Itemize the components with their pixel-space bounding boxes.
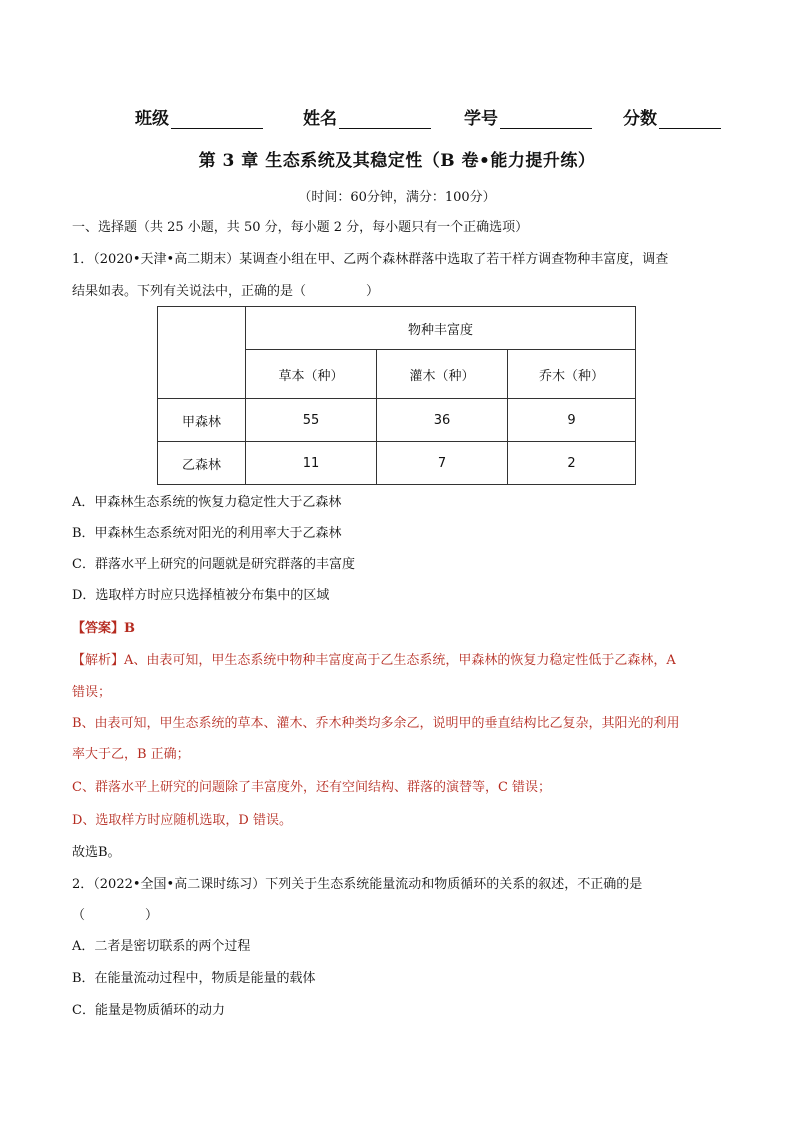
- table-row: [158, 399, 636, 442]
- q2-stem-close: ）: [145, 908, 159, 923]
- score-label: 分数: [623, 109, 657, 129]
- table-cell: 55: [246, 399, 377, 442]
- class-label: 班级: [135, 109, 169, 129]
- table-cell: 36: [377, 399, 508, 442]
- name-label: 姓名: [303, 109, 337, 129]
- q1-analysis-line-3: B、由表可知，甲生态系统的草本、灌木、乔木种类均多余乙，说明甲的垂直结构比乙复杂，其阳光的利用: [72, 716, 680, 731]
- student-id-field: [464, 104, 592, 129]
- q1-analysis-line-1: 【解析】A、由表可知，甲生态系统中物种丰富度高于乙生态系统，甲森林的恢复力稳定性低于乙森林，A: [72, 653, 676, 668]
- q1-stem-close: ）: [366, 284, 380, 299]
- student-info-header: [0, 104, 794, 130]
- table-cell: 9: [508, 399, 636, 442]
- row-label-forest-a: 甲森林: [158, 399, 246, 442]
- page-title: 第 3 章 生态系统及其稳定性（B 卷•能力提升练）: [198, 151, 596, 171]
- score-blank[interactable]: [659, 110, 721, 129]
- class-field: [135, 104, 263, 129]
- q1-analysis-line-4: 率大于乙，B 正确；: [72, 747, 190, 762]
- q1-option-a: A．甲森林生态系统的恢复力稳定性大于乙森林: [72, 495, 342, 510]
- name-blank[interactable]: [339, 110, 431, 129]
- q1-analysis-line-5: C、群落水平上研究的问题除了丰富度外，还有空间结构、群落的演替等，C 错误；: [72, 780, 552, 795]
- class-blank[interactable]: [171, 110, 263, 129]
- q2-option-c: C．能量是物质循环的动力: [72, 1003, 225, 1018]
- q1-conclusion: 故选B。: [72, 845, 121, 860]
- q1-analysis-line-6: D、选取样方时应随机选取，D 错误。: [72, 813, 292, 828]
- column-header-shrubs: 灌木（种）: [377, 350, 508, 399]
- table-row: [158, 442, 636, 485]
- q2-stem-open: （: [72, 908, 86, 923]
- table-group-header: 物种丰富度: [246, 307, 636, 350]
- q1-analysis-line-2: 错误；: [72, 685, 112, 700]
- table-cell: 7: [377, 442, 508, 485]
- q2-option-b: B．在能量流动过程中，物质是能量的载体: [72, 971, 316, 986]
- table-cell: 11: [246, 442, 377, 485]
- row-label-forest-b: 乙森林: [158, 442, 246, 485]
- q1-option-d: D．选取样方时应只选择植被分布集中的区域: [72, 588, 330, 603]
- name-field: [303, 104, 431, 129]
- table-corner-cell: [158, 307, 246, 399]
- section-heading: 一、选择题（共 25 小题，共 50 分，每小题 2 分，每小题只有一个正确选项）: [72, 220, 529, 235]
- score-field: [623, 104, 721, 129]
- student-id-label: 学号: [464, 109, 498, 129]
- student-id-blank[interactable]: [500, 110, 592, 129]
- q2-stem-line-1: 2．（2022•全国•高二课时练习）下列关于生态系统能量流动和物质循环的关系的叙述，不正确的是: [72, 877, 643, 892]
- column-header-herbs: 草本（种）: [246, 350, 377, 399]
- q1-option-b: B．甲森林生态系统对阳光的利用率大于乙森林: [72, 526, 342, 541]
- exam-time-score: （时间：60分钟，满分：100分）: [298, 190, 496, 205]
- q1-stem-line-1: 1．（2020•天津•高二期末）某调查小组在甲、乙两个森林群落中选取了若干样方调查物种丰富度，调查: [72, 252, 669, 267]
- column-header-trees: 乔木（种）: [508, 350, 636, 399]
- q1-stem-line-2: [72, 283, 379, 301]
- q1-answer: 【答案】B: [72, 621, 135, 636]
- table-cell: 2: [508, 442, 636, 485]
- q1-stem-text: 结果如表。下列有关说法中，正确的是（: [72, 284, 307, 299]
- q2-stem-line-2: [72, 907, 158, 925]
- q2-option-a: A．二者是密切联系的两个过程: [72, 939, 251, 954]
- species-richness-table: [157, 306, 636, 485]
- q1-option-c: C．群落水平上研究的问题就是研究群落的丰富度: [72, 557, 355, 572]
